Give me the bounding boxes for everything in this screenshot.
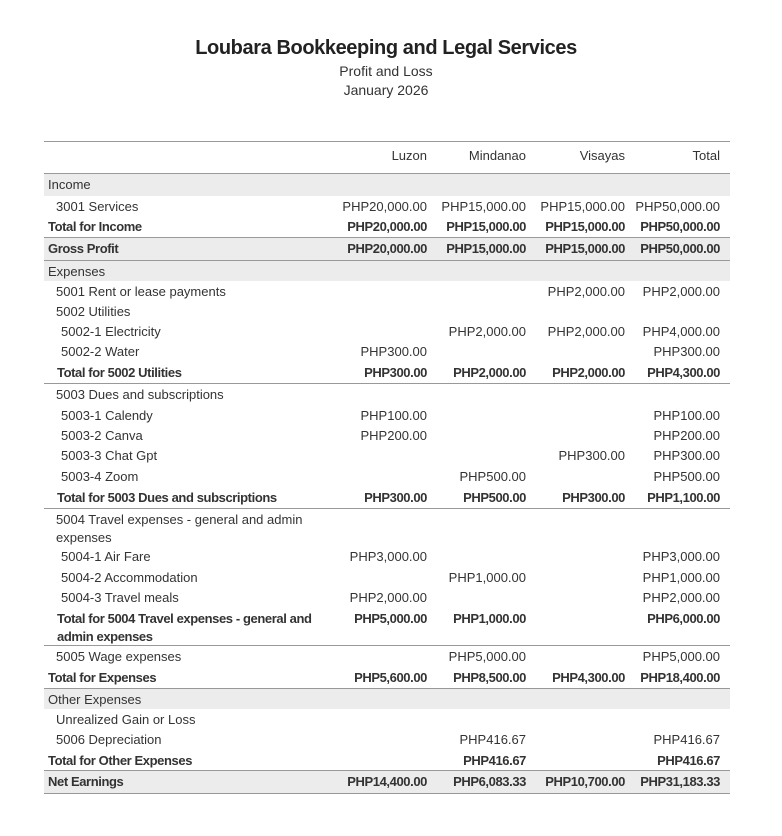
column-header-luzon[interactable]: Luzon [391,148,427,163]
account-label: 5002 Utilities [56,304,131,319]
amount-cell[interactable]: PHP20,000.00 [342,199,427,214]
amount-cell[interactable]: PHP8,500.00 [453,670,526,685]
line-row [44,445,730,466]
amount-cell[interactable]: PHP5,600.00 [354,670,427,685]
line-row [44,567,730,587]
column-header-visayas[interactable]: Visayas [579,148,625,163]
amount-cell[interactable]: PHP2,000.00 [642,284,720,299]
company-name: Loubara Bookkeeping and Legal Services [195,37,577,59]
account-label: 5002-1 Electricity [61,324,161,339]
column-header-total[interactable]: Total [692,148,720,163]
amount-cell[interactable]: PHP1,000.00 [453,611,526,626]
account-label: Net Earnings [48,774,124,789]
account-label: 5003-1 Calendy [61,408,153,423]
amount-cell[interactable]: PHP15,000.00 [446,219,526,234]
amount-cell[interactable]: PHP18,400.00 [640,670,720,685]
amount-cell[interactable]: PHP3,000.00 [349,549,427,564]
account-label: 5002-2 Water [61,344,140,359]
amount-cell[interactable]: PHP20,000.00 [347,219,427,234]
line-row [44,321,730,341]
amount-cell[interactable]: PHP6,000.00 [647,611,720,626]
major-row [44,771,730,794]
amount-cell[interactable]: PHP4,300.00 [647,365,720,380]
account-label: 5001 Rent or lease payments [56,284,226,299]
report-period: January 2026 [343,82,429,98]
line-row [44,196,730,216]
amount-cell[interactable]: PHP6,083.33 [453,774,526,789]
account-label: 5005 Wage expenses [56,649,182,664]
account-label: 5004 Travel expenses - general and admin expenses [56,512,303,545]
amount-cell[interactable]: PHP2,000.00 [547,284,625,299]
amount-cell[interactable]: PHP2,000.00 [448,324,526,339]
amount-cell[interactable]: PHP100.00 [653,408,720,423]
amount-cell[interactable]: PHP300.00 [558,448,625,463]
amount-cell[interactable]: PHP416.67 [653,732,720,747]
account-label: Other Expenses [48,692,142,707]
amount-cell[interactable]: PHP5,000.00 [448,649,526,664]
account-label: 5003-3 Chat Gpt [61,448,158,463]
amount-cell[interactable]: PHP416.67 [459,732,526,747]
account-label: 5004-1 Air Fare [61,549,151,564]
amount-cell[interactable]: PHP300.00 [562,490,625,505]
amount-cell[interactable]: PHP300.00 [364,490,427,505]
account-label: Total for Other Expenses [48,753,193,768]
amount-cell[interactable]: PHP416.67 [463,753,526,768]
line-row [44,341,730,362]
amount-cell[interactable]: PHP50,000.00 [635,199,720,214]
column-header-mindanao[interactable]: Mindanao [468,148,526,163]
amount-cell[interactable]: PHP4,000.00 [642,324,720,339]
account-label: Total for 5004 Travel expenses - general and admin expenses [57,611,312,644]
profit-loss-table [44,141,730,794]
amount-cell[interactable]: PHP100.00 [360,408,427,423]
amount-cell[interactable]: PHP1,100.00 [647,490,720,505]
amount-cell[interactable]: PHP15,000.00 [540,199,625,214]
amount-cell[interactable]: PHP300.00 [653,344,720,359]
amount-cell[interactable]: PHP1,000.00 [642,570,720,585]
major-row [44,238,730,261]
account-label: 5003-2 Canva [61,428,143,443]
amount-cell[interactable]: PHP2,000.00 [552,365,625,380]
amount-cell[interactable]: PHP14,400.00 [347,774,427,789]
total-row [44,487,730,509]
total-row [44,608,730,646]
account-label: Total for 5003 Dues and subscriptions [57,490,277,505]
amount-cell[interactable]: PHP2,000.00 [453,365,526,380]
amount-cell[interactable]: PHP15,000.00 [545,241,625,256]
account-label: Unrealized Gain or Loss [56,712,196,727]
line-row [44,546,730,567]
line-row [44,301,730,321]
total-row [44,216,730,238]
account-label: Expenses [48,264,106,279]
report-title: Profit and Loss [339,63,433,79]
account-label: 5006 Depreciation [56,732,162,747]
account-label: Total for 5002 Utilities [57,365,182,380]
line-row [44,405,730,425]
amount-cell[interactable]: PHP300.00 [364,365,427,380]
report-rows [44,174,730,794]
amount-cell[interactable]: PHP200.00 [360,428,427,443]
account-label: 3001 Services [56,199,139,214]
section-row [44,174,730,196]
amount-cell[interactable]: PHP50,000.00 [640,219,720,234]
amount-cell[interactable]: PHP500.00 [463,490,526,505]
line-row [44,646,730,667]
column-header-row [44,141,730,174]
amount-cell[interactable]: PHP500.00 [459,469,526,484]
amount-cell[interactable]: PHP31,183.33 [640,774,720,789]
account-label: Total for Expenses [48,670,157,685]
line-row [44,425,730,445]
line-row [44,709,730,729]
amount-cell[interactable]: PHP2,000.00 [642,590,720,605]
amount-cell[interactable]: PHP2,000.00 [349,590,427,605]
amount-cell[interactable]: PHP15,000.00 [441,199,526,214]
account-label: 5004-3 Travel meals [61,590,179,605]
account-label: 5004-2 Accommodation [61,570,198,585]
section-row [44,689,730,709]
line-row [44,509,730,546]
report-header [0,36,772,100]
amount-cell[interactable]: PHP500.00 [653,469,720,484]
amount-cell[interactable]: PHP5,000.00 [642,649,720,664]
line-row [44,587,730,608]
amount-cell[interactable]: PHP20,000.00 [347,241,427,256]
amount-cell[interactable]: PHP10,700.00 [545,774,625,789]
amount-cell[interactable]: PHP3,000.00 [642,549,720,564]
line-row [44,466,730,487]
total-row [44,750,730,771]
account-label: 5003-4 Zoom [61,469,139,484]
line-row [44,729,730,750]
account-label: Gross Profit [48,241,119,256]
amount-cell[interactable]: PHP1,000.00 [448,570,526,585]
amount-cell[interactable]: PHP50,000.00 [640,241,720,256]
amount-cell[interactable]: PHP200.00 [653,428,720,443]
account-label: 5003 Dues and subscriptions [56,387,224,402]
line-row [44,281,730,301]
account-label: Total for Income [48,219,142,234]
account-label: Income [48,177,91,192]
line-row [44,384,730,405]
amount-cell[interactable]: PHP300.00 [653,448,720,463]
amount-cell[interactable]: PHP4,300.00 [552,670,625,685]
section-row [44,261,730,281]
amount-cell[interactable]: PHP15,000.00 [545,219,625,234]
amount-cell[interactable]: PHP2,000.00 [547,324,625,339]
total-row [44,362,730,384]
amount-cell[interactable]: PHP416.67 [657,753,720,768]
amount-cell[interactable]: PHP300.00 [360,344,427,359]
amount-cell[interactable]: PHP15,000.00 [446,241,526,256]
total-row [44,667,730,689]
amount-cell[interactable]: PHP5,000.00 [354,611,427,626]
